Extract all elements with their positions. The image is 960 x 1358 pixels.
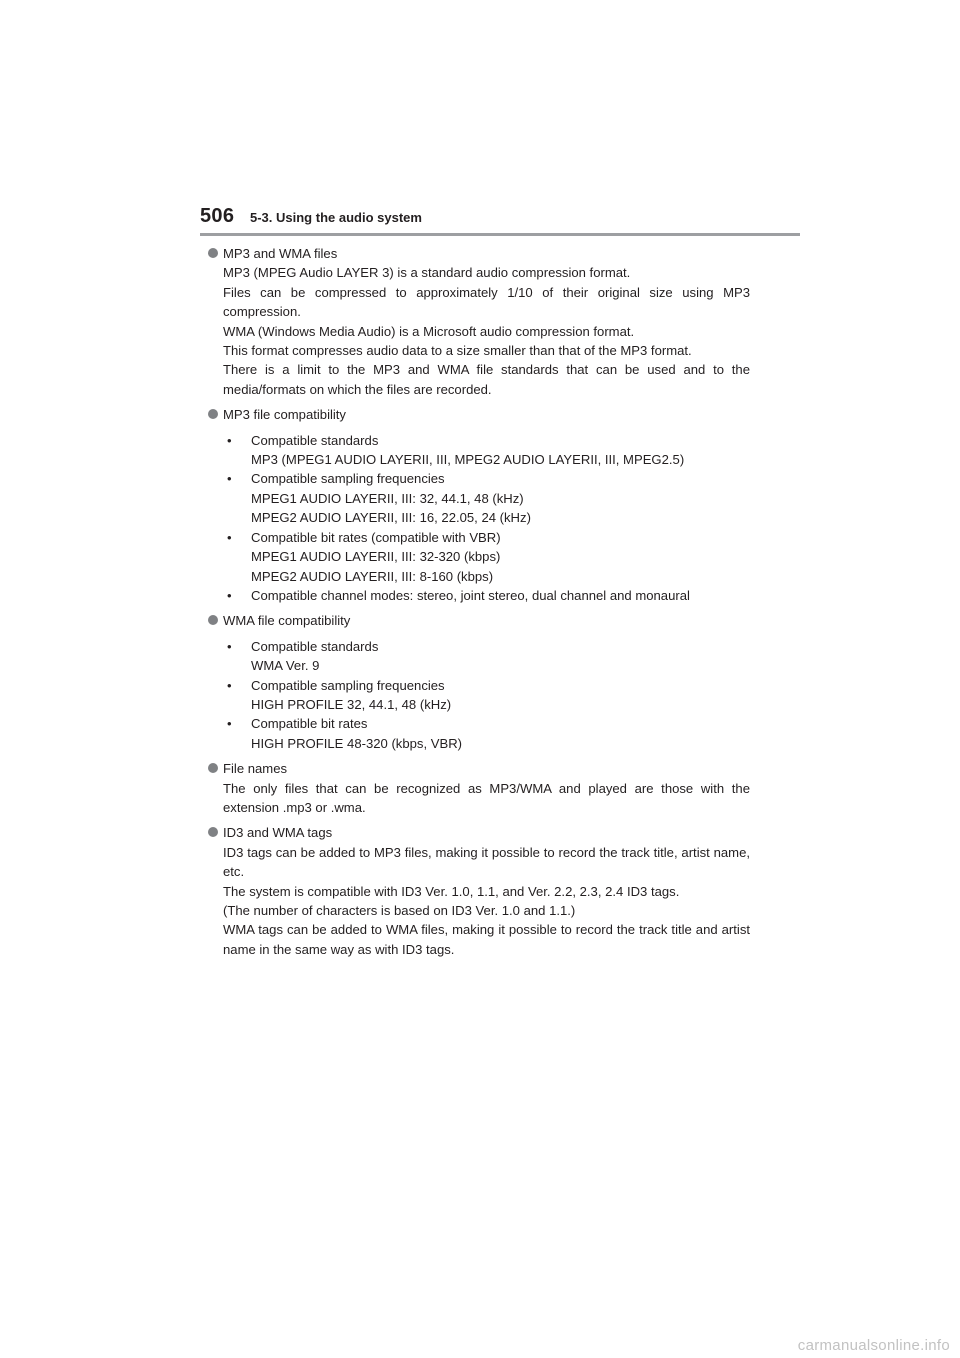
bullet-icon [208, 763, 218, 773]
spec-value: MPEG2 AUDIO LAYERII, III: 8-160 (kbps) [251, 568, 494, 584]
spec-value: MP3 (MPEG1 AUDIO LAYERII, III, MPEG2 AUDIO LAYERII, III, MPEG2.5) [251, 452, 685, 468]
section-heading: MP3 file compatibility [223, 407, 346, 423]
spec-item [223, 676, 750, 715]
paragraph: ID3 tags can be added to MP3 files, making it possible to record the track title, artist name, etc. [223, 844, 750, 880]
section-file-names [223, 759, 750, 817]
sub-bullet-icon: • [227, 638, 232, 654]
spec-value: HIGH PROFILE 32, 44.1, 48 (kHz) [251, 696, 452, 712]
bullet-icon [208, 827, 218, 837]
spec-value: MPEG1 AUDIO LAYERII, III: 32, 44.1, 48 (kHz) [251, 490, 524, 506]
section-mp3-compatibility [223, 405, 750, 605]
spec-value: HIGH PROFILE 48-320 (kbps, VBR) [251, 735, 463, 751]
spec-item [223, 637, 750, 676]
spec-item [223, 586, 750, 605]
spec-label: Compatible sampling frequencies [251, 471, 445, 487]
section-title: 5-3. Using the audio system [250, 210, 422, 225]
section-mp3-wma-files [223, 244, 750, 399]
bullet-icon [208, 615, 218, 625]
paragraph: MP3 (MPEG Audio LAYER 3) is a standard audio compression format. [223, 265, 631, 281]
page-header [200, 205, 800, 235]
section-heading: MP3 and WMA files [223, 246, 338, 261]
spec-value: WMA Ver. 9 [251, 658, 320, 674]
sub-bullet-icon: • [227, 529, 232, 545]
section-heading: File names [223, 761, 288, 777]
page-number: 506 [200, 205, 235, 227]
spec-list [223, 637, 750, 753]
section-heading: ID3 and WMA tags [223, 825, 333, 841]
section-wma-compatibility [223, 611, 750, 753]
header-divider [200, 233, 800, 236]
spec-label: Compatible channel modes: stereo, joint stereo, dual channel and monaural [251, 587, 690, 603]
watermark: carmanualsonline.info [797, 1337, 950, 1354]
sub-bullet-icon: • [227, 677, 232, 693]
spec-item [223, 528, 750, 586]
paragraph: WMA tags can be added to WMA files, making it possible to record the track title and artist name in the same way as with ID3 tags. [223, 922, 750, 957]
spec-label: Compatible sampling frequencies [251, 677, 445, 693]
spec-item [223, 714, 750, 753]
spec-item [223, 469, 750, 527]
spec-list [223, 431, 750, 606]
spec-label: Compatible standards [251, 638, 379, 654]
section-heading: WMA file compatibility [223, 613, 351, 629]
spec-value: MPEG2 AUDIO LAYERII, III: 16, 22.05, 24 (kHz) [251, 510, 531, 526]
paragraph: This format compresses audio data to a size smaller than that of the MP3 format. [223, 343, 692, 359]
paragraph: (The number of characters is based on ID3 Ver. 1.0 and 1.1.) [223, 903, 576, 918]
paragraph: There is a limit to the MP3 and WMA file standards that can be used and to the media/formats on which the files are recorded. [223, 362, 750, 397]
spec-value: MPEG1 AUDIO LAYERII, III: 32-320 (kbps) [251, 549, 501, 565]
paragraph: The only files that can be recognized as MP3/WMA and played are those with the extension .mp3 or .wma. [223, 780, 750, 815]
page-content [223, 244, 750, 965]
section-id3-wma-tags [223, 823, 750, 959]
sub-bullet-icon: • [227, 471, 232, 487]
sub-bullet-icon: • [227, 432, 232, 448]
paragraph: The system is compatible with ID3 Ver. 1.0, 1.1, and Ver. 2.2, 2.3, 2.4 ID3 tags. [223, 883, 680, 899]
spec-label: Compatible bit rates [251, 716, 368, 732]
paragraph: WMA (Windows Media Audio) is a Microsoft audio compression format. [223, 323, 635, 339]
spec-item [223, 431, 750, 470]
bullet-icon [208, 248, 218, 258]
sub-bullet-icon: • [227, 587, 232, 603]
paragraph: Files can be compressed to approximately 1/10 of their original size using MP3 compression. [223, 284, 750, 320]
bullet-icon [208, 409, 218, 419]
spec-label: Compatible bit rates (compatible with VBR) [251, 529, 501, 545]
sub-bullet-icon: • [227, 716, 232, 732]
spec-label: Compatible standards [251, 432, 379, 448]
